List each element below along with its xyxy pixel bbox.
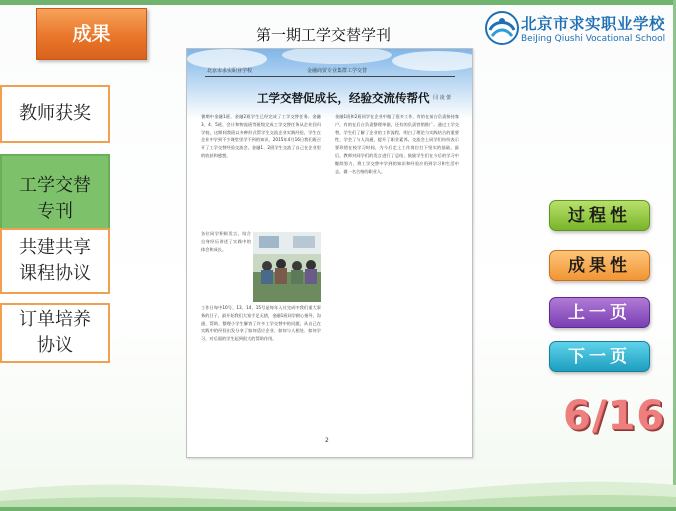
journal-author: 闫 凌 蕾: [433, 95, 452, 101]
journal-column-left-bottom: 工作日每中10号、13、14、15号是每年入社完成中我们重大事务的日子，最开始我们大家手足无措，金融1班同学耐心指导，沟通、帮助、整理小学生解答了许多工学交替中的问题，从自己在实践中的经验出发分享了如何适应企业、如何与人相处、如何学习，对后面的学生起到很大的帮助作用。: [201, 305, 321, 342]
sidebar-item-teacher-awards[interactable]: [0, 85, 110, 143]
page-counter: 6/16: [563, 393, 666, 439]
sidebar-item-label: [19, 235, 91, 287]
sidebar-label-line1: 工学交替: [19, 175, 91, 196]
sidebar-item-shared-course-agreement[interactable]: [0, 228, 110, 294]
school-name-cn: 北京市求实职业学校: [521, 15, 666, 33]
next-page-button[interactable]: 下一页: [549, 341, 650, 372]
sidebar-item-label: [19, 173, 91, 225]
classroom-photo: [253, 232, 321, 302]
result-tab[interactable]: 成果: [36, 8, 147, 60]
sidebar-item-label: [19, 101, 91, 127]
journal-header-right: 金融商贸专业集群工学交替: [307, 68, 368, 74]
school-emblem-icon: [484, 10, 520, 46]
sidebar-label-line2: 协议: [37, 335, 73, 356]
previous-page-button[interactable]: 上一页: [549, 297, 650, 328]
journal-sky-banner: [187, 49, 472, 119]
journal-page-image: [186, 48, 473, 458]
journal-header-rule: [205, 76, 455, 77]
sidebar-item-order-training-agreement[interactable]: [0, 303, 110, 363]
sidebar-label-line2: 课程协议: [19, 263, 91, 284]
bottom-frame-line: [0, 507, 676, 511]
school-logo: [484, 10, 664, 48]
school-name-en: BeiJing Qiushi Vocational School: [521, 34, 666, 44]
top-accent-bar: [0, 0, 676, 5]
journal-page-number: 2: [325, 437, 329, 444]
journal-headline: 工学交替促成长，经验交流传帮代: [257, 91, 430, 105]
sidebar-label-line2: 专刊: [37, 201, 73, 222]
result-button[interactable]: 成果性: [549, 250, 650, 281]
process-button[interactable]: 过程性: [549, 200, 650, 231]
journal-column-left: 暑期中金融1班、金融2班学生已经完成了工学交替任务。金融3、4、5班，会计和物流班等班级完成工学交替任务从企业回归学校，这期间我班以多种形式帮学生交流企业实践经验，学生在企业中学到不少课堂里学不到的知识，2015年4月16日我们班召开了工学交替经验交流会。金融1、2班学生交流了自己在企业里的收获和感想。: [201, 114, 321, 158]
issue-title: 第一期工学交替学刊: [256, 26, 392, 44]
sidebar-label-line1: 订单培养: [19, 309, 91, 330]
bottom-wave-decoration: [0, 451, 676, 511]
journal-column-right: 金融1班和2班同学在企业中做了很多工作，有的在前台负责接待客户，有的在后台负责整理单据，还有的负责营销推广。通过工学交替，学生们了解了企业的工作流程，明白了理论与实践结合的重要性，学会了与人沟通，提升了职业素养。交流会上同学们纷纷表示要珍惜在校学习时间，为今后走上工作岗位打下坚实的基础。最后，教师对同学们的发言进行了总结，鼓励学生们在今后的学习中继续努力，将工学交替中学到的知识和经验应用到学习和生活中去，做一名合格的职业人。: [335, 114, 459, 174]
journal-column-left-narrow: 各位同学积极发言，结合自身经历讲述了实践中的体会和成长。: [201, 231, 251, 252]
sidebar-label-line1: 教师获奖: [19, 103, 91, 124]
sidebar-item-label: [19, 307, 91, 359]
journal-header-left: 北京市求实职业学校: [207, 68, 253, 74]
sidebar-label-line1: 共建共享: [19, 237, 91, 258]
